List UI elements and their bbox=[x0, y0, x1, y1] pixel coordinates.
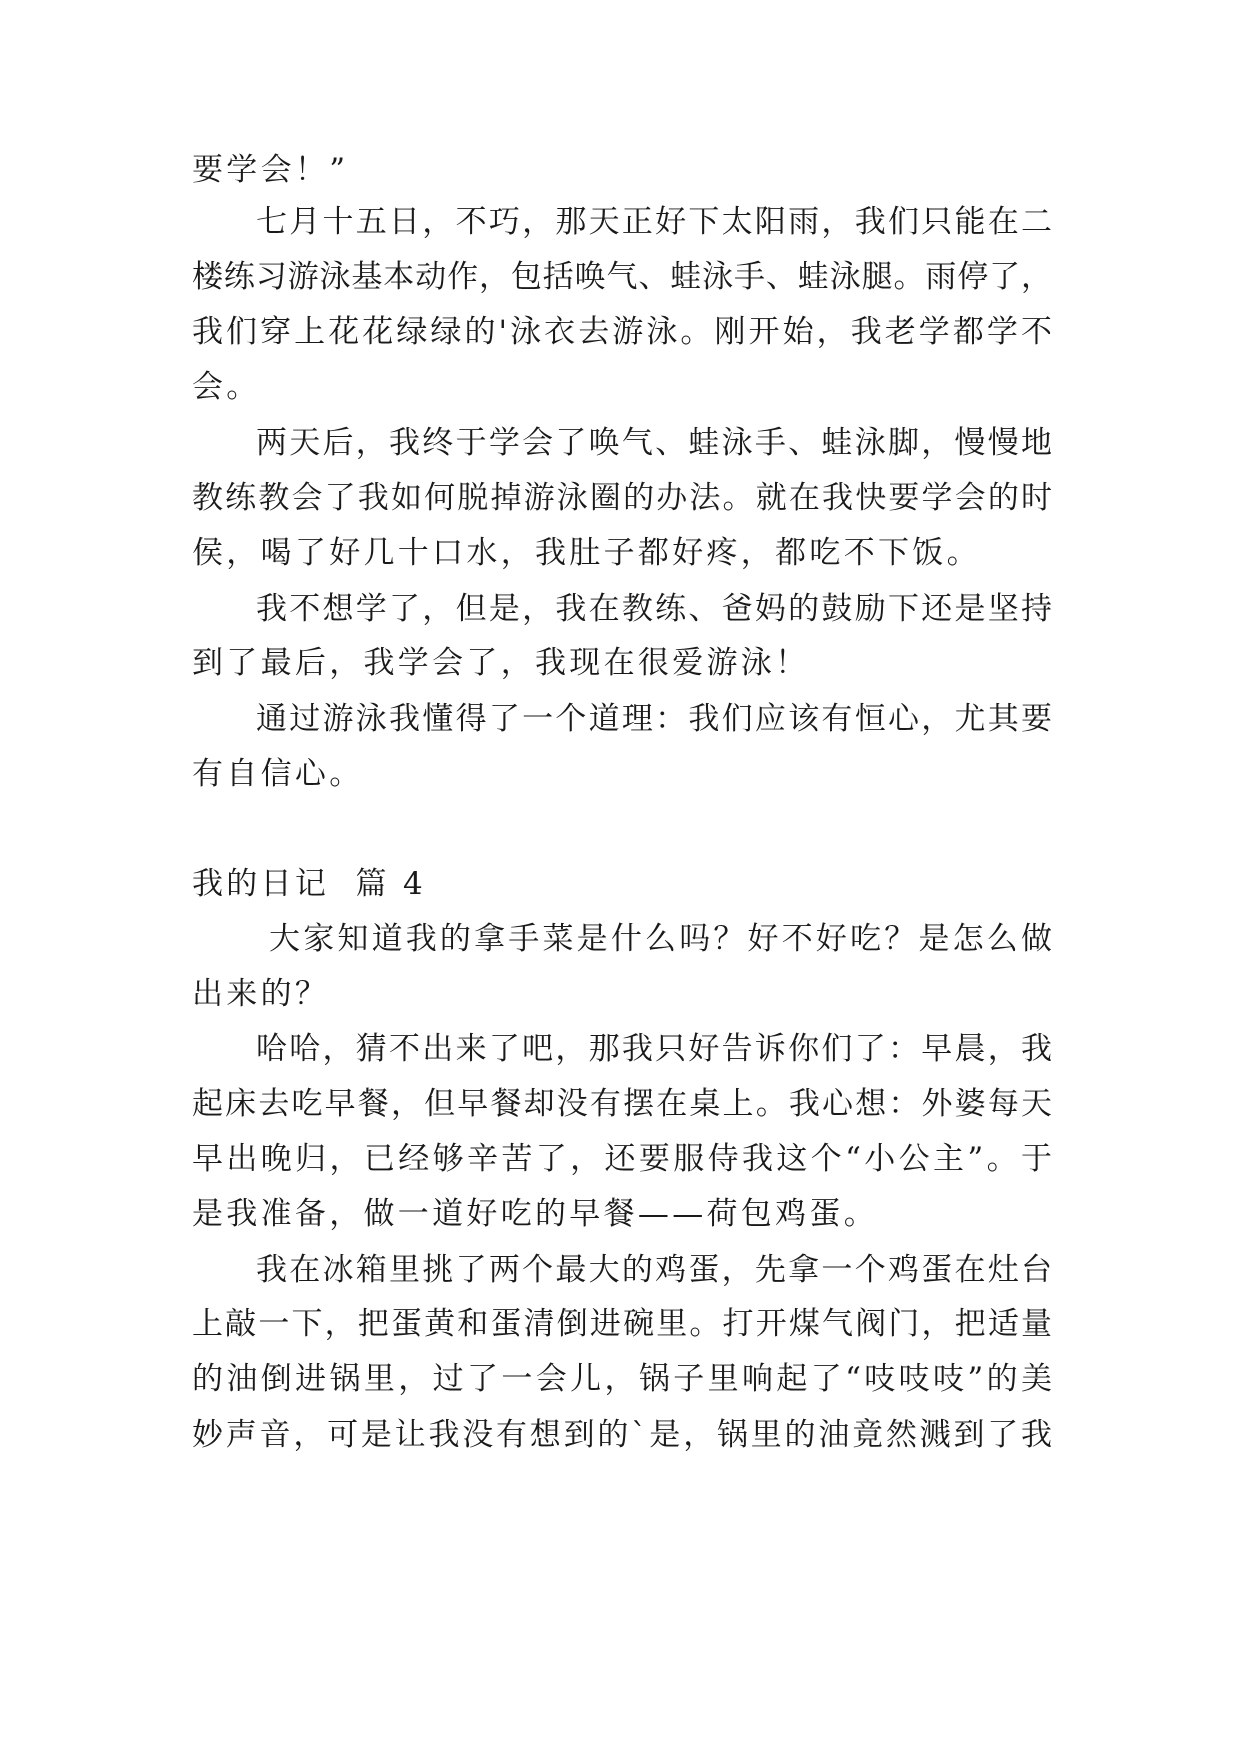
text-line: 有自信心。 bbox=[192, 756, 364, 792]
text-line: 是我准备，做一道好吃的早餐——荷包鸡蛋。 bbox=[192, 1196, 878, 1232]
paragraph-first-line: 两天后，我终于学会了唤气、蛙泳手、蛙泳脚，慢慢地 bbox=[256, 425, 1052, 461]
text-line: 侯，喝了好几十口水，我肚子都好疼，都吃不下饭。 bbox=[192, 535, 981, 571]
paragraph-first-line: 七月十五日，不巧，那天正好下太阳雨，我们只能在二 bbox=[256, 204, 1052, 240]
paragraph-first-line: 哈哈，猜不出来了吧，那我只好告诉你们了：早晨，我 bbox=[256, 1031, 1052, 1067]
paragraph-first-line: 我在冰箱里挑了两个最大的鸡蛋，先拿一个鸡蛋在灶台 bbox=[256, 1252, 1052, 1288]
text-line: 我们穿上花花绿绿的'泳衣去游泳。刚开始，我老学都学不 bbox=[192, 314, 1052, 350]
text-line: 出来的？ bbox=[192, 976, 330, 1012]
text-line: 到了最后，我学会了，我现在很爱游泳！ bbox=[192, 645, 810, 681]
text-line: 早出晚归，已经够辛苦了，还要服侍我这个“小公主”。于 bbox=[192, 1141, 1052, 1177]
text-line: 上敲一下，把蛋黄和蛋清倒进碗里。打开煤气阀门，把适量 bbox=[192, 1306, 1052, 1342]
text-line: 会。 bbox=[192, 369, 261, 405]
section-heading: 我的日记 篇 4 bbox=[192, 866, 426, 902]
text-line: 教练教会了我如何脱掉游泳圈的办法。就在我快要学会的时 bbox=[192, 480, 1052, 516]
text-line: 妙声音，可是让我没有想到的`是，锅里的油竟然溅到了我 bbox=[192, 1417, 1052, 1453]
text-line: 楼练习游泳基本动作，包括唤气、蛙泳手、蛙泳腿。雨停了， bbox=[192, 259, 1052, 295]
paragraph-first-line: 通过游泳我懂得了一个道理：我们应该有恒心，尤其要 bbox=[256, 701, 1052, 737]
paragraph-first-line: 我不想学了，但是，我在教练、爸妈的鼓励下还是坚持 bbox=[256, 591, 1052, 627]
text-line: 要学会！” bbox=[192, 152, 349, 188]
text-line: 起床去吃早餐，但早餐却没有摆在桌上。我心想：外婆每天 bbox=[192, 1086, 1052, 1122]
paragraph-first-line: 大家知道我的拿手菜是什么吗？好不好吃？是怎么做 bbox=[256, 921, 1052, 957]
text-line: 的油倒进锅里，过了一会儿，锅子里响起了“吱吱吱”的美 bbox=[192, 1361, 1052, 1397]
